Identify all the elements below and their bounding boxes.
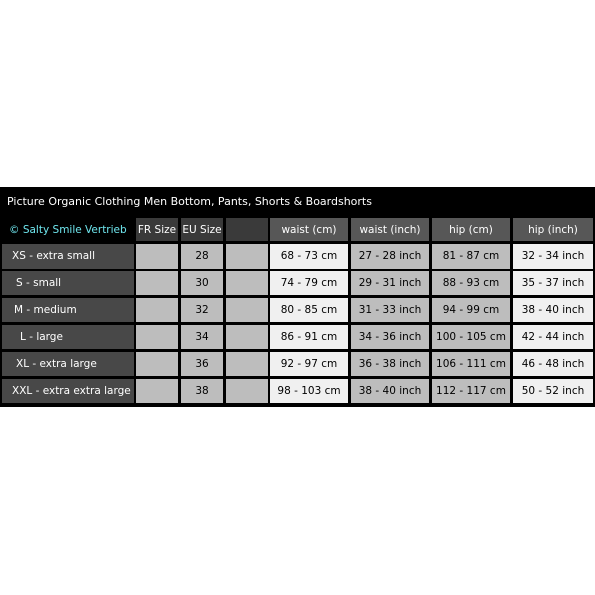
size-label: S - small	[2, 271, 134, 296]
cell-blank	[226, 325, 268, 350]
size-label: XS - extra small	[2, 244, 134, 269]
cell-blank	[226, 379, 268, 404]
cell-eu: 28	[181, 244, 223, 269]
cell-eu: 34	[181, 325, 223, 350]
cell-hip-cm: 112 - 117 cm	[432, 379, 510, 404]
header-blank	[226, 218, 268, 241]
cell-fr	[136, 298, 178, 323]
cell-eu: 30	[181, 271, 223, 296]
header-hip-cm: hip (cm)	[432, 218, 510, 241]
cell-blank	[226, 298, 268, 323]
header-waist-cm: waist (cm)	[270, 218, 348, 241]
cell-waist-cm: 92 - 97 cm	[270, 352, 348, 377]
cell-hip-inch: 32 - 34 inch	[513, 244, 593, 269]
cell-eu: 38	[181, 379, 223, 404]
size-label: XXL - extra extra large	[2, 379, 134, 404]
cell-waist-inch: 34 - 36 inch	[351, 325, 429, 350]
cell-hip-cm: 81 - 87 cm	[432, 244, 510, 269]
size-chart	[0, 187, 595, 407]
cell-fr	[136, 352, 178, 377]
cell-fr	[136, 271, 178, 296]
cell-waist-inch: 29 - 31 inch	[351, 271, 429, 296]
cell-hip-cm: 88 - 93 cm	[432, 271, 510, 296]
cell-hip-inch: 46 - 48 inch	[513, 352, 593, 377]
cell-blank	[226, 352, 268, 377]
cell-waist-inch: 36 - 38 inch	[351, 352, 429, 377]
cell-hip-cm: 100 - 105 cm	[432, 325, 510, 350]
size-label: XL - extra large	[2, 352, 134, 377]
cell-waist-cm: 86 - 91 cm	[270, 325, 348, 350]
chart-title: Picture Organic Clothing Men Bottom, Pants, Shorts & Boardshorts	[7, 195, 372, 208]
cell-waist-cm: 74 - 79 cm	[270, 271, 348, 296]
cell-waist-inch: 27 - 28 inch	[351, 244, 429, 269]
cell-hip-cm: 94 - 99 cm	[432, 298, 510, 323]
cell-blank	[226, 271, 268, 296]
copyright-label: © Salty Smile Vertrieb	[2, 218, 134, 241]
cell-hip-inch: 50 - 52 inch	[513, 379, 593, 404]
cell-hip-cm: 106 - 111 cm	[432, 352, 510, 377]
header-hip-inch: hip (inch)	[513, 218, 593, 241]
header-waist-inch: waist (inch)	[351, 218, 429, 241]
cell-fr	[136, 244, 178, 269]
size-label: M - medium	[2, 298, 134, 323]
cell-blank	[226, 244, 268, 269]
cell-waist-inch: 31 - 33 inch	[351, 298, 429, 323]
cell-eu: 32	[181, 298, 223, 323]
cell-waist-inch: 38 - 40 inch	[351, 379, 429, 404]
header-eu-size: EU Size	[181, 218, 223, 241]
cell-hip-inch: 42 - 44 inch	[513, 325, 593, 350]
cell-fr	[136, 325, 178, 350]
cell-hip-inch: 38 - 40 inch	[513, 298, 593, 323]
cell-fr	[136, 379, 178, 404]
size-label: L - large	[2, 325, 134, 350]
cell-hip-inch: 35 - 37 inch	[513, 271, 593, 296]
header-fr-size: FR Size	[136, 218, 178, 241]
cell-waist-cm: 98 - 103 cm	[270, 379, 348, 404]
cell-waist-cm: 68 - 73 cm	[270, 244, 348, 269]
cell-waist-cm: 80 - 85 cm	[270, 298, 348, 323]
cell-eu: 36	[181, 352, 223, 377]
